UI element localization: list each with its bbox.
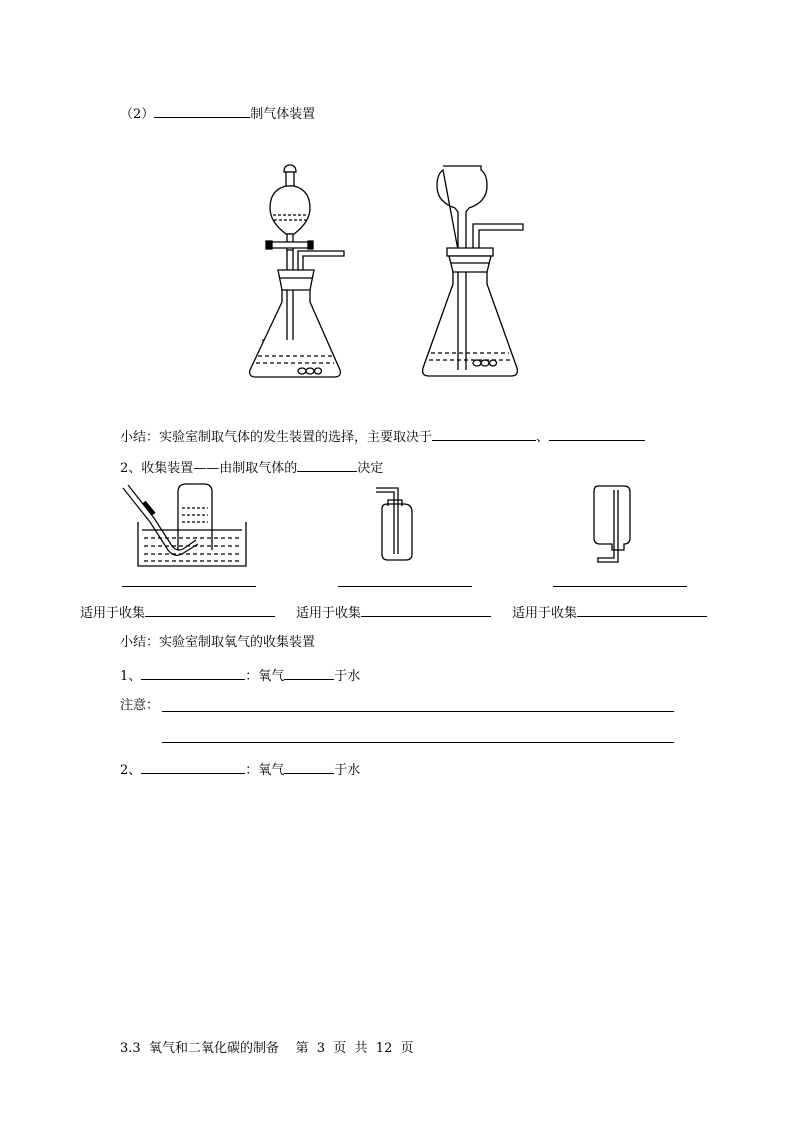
note-label: 注意： [120, 698, 160, 713]
water-displacement-apparatus [120, 482, 252, 570]
oxygen-item-1 [120, 666, 360, 685]
section-2-prefix: （2） [120, 107, 155, 122]
summary-1-separator: 、 [536, 430, 550, 445]
answer-blank[interactable] [154, 104, 250, 118]
summary-generation-device [120, 427, 645, 446]
oxygen-item-2 [120, 760, 360, 779]
answer-blank[interactable] [577, 603, 707, 617]
summary-2-text: 小结：实验室制取氧气的收集装置 [120, 635, 316, 650]
apply-collect-2 [296, 603, 491, 622]
answer-blank[interactable] [432, 427, 536, 441]
answer-blank[interactable] [141, 666, 245, 680]
item-2-suffix: 于水 [334, 763, 361, 778]
note-line-2[interactable] [162, 742, 674, 743]
page-footer: 3.3 氧气和二氧化碳的制备 第 3 页 共 12 页 [120, 1041, 414, 1056]
upward-air-displacement-apparatus [368, 482, 428, 562]
answer-blank[interactable] [284, 760, 334, 774]
downward-air-displacement-apparatus [588, 482, 638, 568]
summary-collection-device [120, 635, 315, 651]
apply-collect-1 [80, 603, 275, 622]
device-name-blank[interactable] [338, 586, 472, 587]
answer-blank[interactable] [284, 666, 334, 680]
collection-heading [120, 458, 383, 477]
note-line-1[interactable] [162, 711, 674, 712]
item-2-prefix: 2、 [120, 763, 142, 778]
device-name-blank[interactable] [122, 586, 256, 587]
separatory-funnel-apparatus [240, 160, 350, 385]
item-2-mid: ：氧气 [245, 763, 285, 778]
device-name-blank[interactable] [553, 586, 687, 587]
apply-label: 适用于收集 [296, 606, 362, 621]
item-1-suffix: 于水 [334, 669, 361, 684]
answer-blank[interactable] [297, 458, 357, 472]
long-neck-funnel-apparatus [415, 160, 525, 385]
item-1-prefix: 1、 [120, 669, 142, 684]
apply-collect-3 [512, 603, 707, 622]
collection-heading-suffix: 决定 [357, 461, 384, 476]
summary-1-text: 小结：实验室制取气体的发生装置的选择，主要取决于 [120, 430, 433, 445]
section-2-heading [120, 104, 315, 123]
note-row [120, 698, 159, 714]
collection-heading-prefix: 2、收集装置——由制取气体的 [120, 461, 298, 476]
section-2-suffix: 制气体装置 [250, 107, 316, 122]
answer-blank[interactable] [361, 603, 491, 617]
answer-blank[interactable] [141, 760, 245, 774]
apply-label: 适用于收集 [80, 606, 146, 621]
answer-blank[interactable] [549, 427, 645, 441]
answer-blank[interactable] [145, 603, 275, 617]
apply-label: 适用于收集 [512, 606, 578, 621]
item-1-mid: ：氧气 [245, 669, 285, 684]
